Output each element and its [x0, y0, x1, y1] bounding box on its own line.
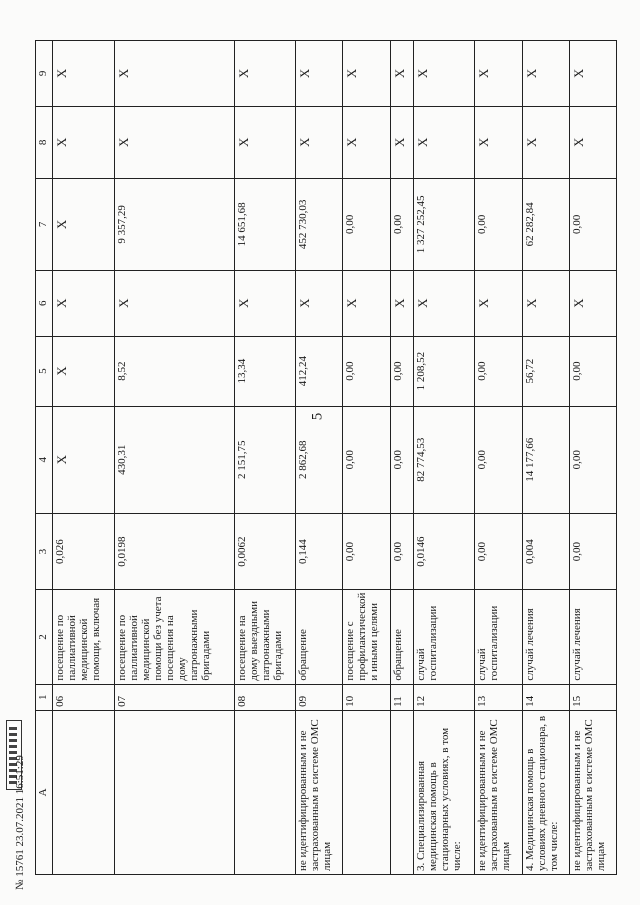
col7-value: 0,00: [569, 178, 616, 270]
row-unit: посещение на дому выездными патронажными бригадами: [234, 590, 296, 684]
col-header-3: 3: [36, 513, 53, 590]
col7-value: 452 730,03: [296, 178, 343, 270]
col8-value: X: [475, 106, 522, 178]
col4-value: X: [53, 406, 115, 513]
row-unit: посещение по паллиативной медицинской помощи без учета посещения на дому патронажными бригадами: [114, 590, 234, 684]
table-row: [234, 41, 296, 875]
row-unit: обращение: [296, 590, 343, 684]
row-label: [390, 710, 413, 874]
table-row: [343, 41, 390, 875]
col-header-2: 2: [36, 590, 53, 684]
col3-value: 0,026: [53, 513, 115, 590]
col8-value: X: [296, 106, 343, 178]
row-number: 14: [522, 684, 569, 710]
col5-value: 0,00: [475, 336, 522, 406]
row-number: 15: [569, 684, 616, 710]
row-number: 06: [53, 684, 115, 710]
row-unit: посещение по паллиативной медицинской помощи, включая: [53, 590, 115, 684]
col8-value: X: [343, 106, 390, 178]
col4-value: 0,00: [475, 406, 522, 513]
table-row: [475, 41, 522, 875]
col5-value: 0,00: [569, 336, 616, 406]
row-label: 3. Специализированная медицинская помощь в стационарных условиях, в том числе:: [413, 710, 475, 874]
col6-value: X: [296, 270, 343, 336]
col5-value: 13,34: [234, 336, 296, 406]
col3-value: 0,144: [296, 513, 343, 590]
col9-value: X: [114, 41, 234, 107]
col3-value: 0,00: [343, 513, 390, 590]
col4-value: 0,00: [569, 406, 616, 513]
col8-value: X: [234, 106, 296, 178]
col-header-4: 4: [36, 406, 53, 513]
col3-value: 0,0146: [413, 513, 475, 590]
col9-value: X: [390, 41, 413, 107]
row-number: 11: [390, 684, 413, 710]
row-number: 12: [413, 684, 475, 710]
row-unit: случай госпитализации: [413, 590, 475, 684]
col7-value: 14 651,68: [234, 178, 296, 270]
col6-value: X: [390, 270, 413, 336]
col3-value: 0,00: [475, 513, 522, 590]
col4-value: 430,31: [114, 406, 234, 513]
col-header-1: 1: [36, 684, 53, 710]
col4-value: 0,00: [343, 406, 390, 513]
col5-value: 8,52: [114, 336, 234, 406]
col9-value: X: [343, 41, 390, 107]
col3-value: 0,004: [522, 513, 569, 590]
col5-value: 1 208,52: [413, 336, 475, 406]
row-number: 10: [343, 684, 390, 710]
col7-value: 0,00: [475, 178, 522, 270]
row-label: [234, 710, 296, 874]
col-header-7: 7: [36, 178, 53, 270]
col3-value: 0,0062: [234, 513, 296, 590]
table-row: [522, 41, 569, 875]
row-label: не идентифицированным и не застрахованным в системе ОМС лицам: [296, 710, 343, 874]
col3-value: 0,00: [390, 513, 413, 590]
col6-value: X: [234, 270, 296, 336]
col4-value: 2 151,75: [234, 406, 296, 513]
col7-value: 1 327 252,45: [413, 178, 475, 270]
col5-value: 0,00: [343, 336, 390, 406]
col4-value: 14 177,66: [522, 406, 569, 513]
table-row: [569, 41, 616, 875]
row-number: 09: [296, 684, 343, 710]
col8-value: X: [114, 106, 234, 178]
col6-value: X: [569, 270, 616, 336]
row-label: не идентифицированным и не застрахованным в системе ОМС лицам: [475, 710, 522, 874]
row-number: 13: [475, 684, 522, 710]
row-unit: обращение: [390, 590, 413, 684]
col-header-9: 9: [36, 41, 53, 107]
col6-value: X: [413, 270, 475, 336]
rotated-table-container: [35, 40, 617, 875]
row-unit: случай лечения: [522, 590, 569, 684]
col4-value: 2 862,68: [296, 406, 343, 513]
col9-value: X: [413, 41, 475, 107]
col3-value: 0,00: [569, 513, 616, 590]
table-row: [390, 41, 413, 875]
col9-value: X: [234, 41, 296, 107]
col4-value: 0,00: [390, 406, 413, 513]
row-label: [114, 710, 234, 874]
col8-value: X: [522, 106, 569, 178]
col5-value: 412,24: [296, 336, 343, 406]
col7-value: 62 282,84: [522, 178, 569, 270]
col4-value: 82 774,53: [413, 406, 475, 513]
col5-value: 0,00: [390, 336, 413, 406]
row-label: [343, 710, 390, 874]
col9-value: X: [475, 41, 522, 107]
row-unit: случай лечения: [569, 590, 616, 684]
tariff-table: [35, 40, 617, 875]
col7-value: 0,00: [390, 178, 413, 270]
col9-value: X: [53, 41, 115, 107]
col8-value: X: [413, 106, 475, 178]
header-row: [36, 41, 53, 875]
row-label: 4. Медицинская помощь в условиях дневного стационара, в том числе:: [522, 710, 569, 874]
table-row: [53, 41, 115, 875]
row-unit: посещение с профилактической и иными целями: [343, 590, 390, 684]
col5-value: 56,72: [522, 336, 569, 406]
table-row: [114, 41, 234, 875]
col-header-6: 6: [36, 270, 53, 336]
col5-value: X: [53, 336, 115, 406]
col7-value: 0,00: [343, 178, 390, 270]
page-number: 5: [309, 412, 326, 421]
row-number: 08: [234, 684, 296, 710]
col6-value: X: [114, 270, 234, 336]
col6-value: X: [343, 270, 390, 336]
col6-value: X: [475, 270, 522, 336]
col8-value: X: [53, 106, 115, 178]
col-header-a: A: [36, 710, 53, 874]
col6-value: X: [522, 270, 569, 336]
col7-value: X: [53, 178, 115, 270]
row-unit: случай госпитализации: [475, 590, 522, 684]
col-header-5: 5: [36, 336, 53, 406]
col9-value: X: [296, 41, 343, 107]
table-row: [296, 41, 343, 875]
col-header-8: 8: [36, 106, 53, 178]
row-label: не идентифицированным и не застрахованным в системе ОМС лицам: [569, 710, 616, 874]
col3-value: 0,0198: [114, 513, 234, 590]
col7-value: 9 357,29: [114, 178, 234, 270]
table-row: [413, 41, 475, 875]
col9-value: X: [522, 41, 569, 107]
col6-value: X: [53, 270, 115, 336]
document-footer: № 15761 23.07.2021 16:51:29: [14, 755, 26, 890]
row-number: 07: [114, 684, 234, 710]
col8-value: X: [569, 106, 616, 178]
col8-value: X: [390, 106, 413, 178]
col9-value: X: [569, 41, 616, 107]
row-label: [53, 710, 115, 874]
